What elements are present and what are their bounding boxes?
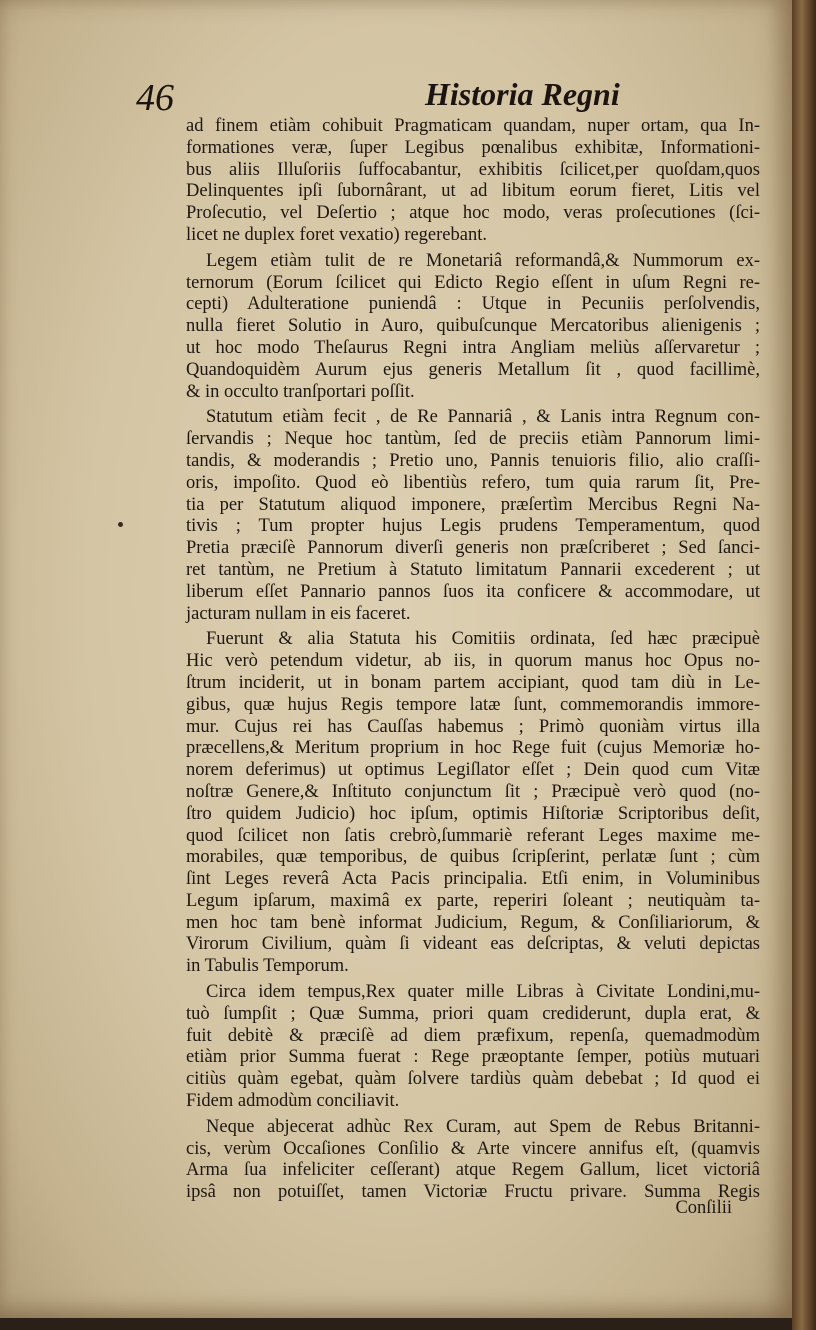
text-line: morabiles, quæ temporibus, de quibus ſcripſerint, perlatæ ſunt ; cùm bbox=[186, 847, 760, 868]
text-line: Quandoquidèm Aurum ejus generis Metallum ſit , quod facillimè, bbox=[186, 359, 760, 380]
paragraph bbox=[186, 116, 760, 247]
text-line: ſtro quidem Judicio) hoc ipſum, optimis Hiſtoriæ Scriptoribus deſit, bbox=[186, 803, 760, 824]
text-line: oris, impoſito. Quod eò libentiùs refero, tum quia rarum ſit, Pre- bbox=[186, 472, 760, 493]
text-line: nulla fieret Solutio in Auro, quibuſcunque Mercatoribus alienigenis ; bbox=[186, 316, 760, 337]
text-line: tivis ; Tum propter hujus Legis prudens Temperamentum, quod bbox=[186, 516, 760, 537]
body-text bbox=[186, 116, 760, 1208]
paragraph bbox=[186, 1117, 760, 1204]
text-line: cepti) Adulteratione puniendâ : Utque in Pecuniis perſolvendis, bbox=[186, 294, 760, 315]
text-line: Statutum etiàm fecit , de Re Pannariâ , & Lanis intra Regnum con- bbox=[206, 407, 760, 428]
text-line: jacturam nullam in eis faceret. bbox=[186, 603, 411, 624]
text-line: Fuerunt & alia Statuta his Comitiis ordinata, ſed hæc præcipuè bbox=[206, 629, 760, 650]
book-gutter bbox=[792, 0, 816, 1330]
text-line: Circa idem tempus,Rex quater mille Libras à Civitate Londini,mu- bbox=[206, 982, 760, 1003]
text-line: Fidem admodùm conciliavit. bbox=[186, 1091, 400, 1112]
text-line: etiàm prior Summa fuerat : Rege præoptante ſemper, potiùs mutuari bbox=[186, 1047, 760, 1068]
running-head: Historia Regni bbox=[425, 76, 620, 112]
text-line: fuit debitè & præciſè ad diem præfixum, repenſa, quemadmodùm bbox=[186, 1025, 760, 1046]
text-line: præcellens,& Meritum proprium in hoc Rege fuit (cujus Memoriæ ho- bbox=[186, 738, 760, 759]
paragraph bbox=[186, 251, 760, 404]
text-line: ad finem etiàm cohibuit Pragmaticam quandam, nuper ortam, qua In- bbox=[186, 116, 760, 136]
text-line: Hic verò petendum videtur, ab iis, in quorum manus hoc Opus no- bbox=[186, 651, 760, 672]
text-line: gibus, quæ hujus Regis tempore latæ ſunt, commemorandis immore- bbox=[186, 694, 760, 715]
text-line: Delinquentes ipſi ſubornârant, ut ad libitum eorum fieret, Litis vel bbox=[186, 181, 760, 202]
text-line: in Tabulis Temporum. bbox=[186, 956, 349, 977]
text-line: citiùs quàm egebat, quàm ſolvere tardiùs quàm debebat ; Id quod ei bbox=[186, 1069, 760, 1090]
text-line: tia per Statutum aliquod imponere, præſertìm Mercibus Regni Na- bbox=[186, 494, 760, 515]
text-line: norem deferimus) ut optimus Legiſlator eſſet ; Dein quod cum Vitæ bbox=[186, 760, 760, 781]
paragraph bbox=[186, 629, 760, 978]
text-line: Legum ipſarum, maximâ ex parte, reperiri ſoleant ; neutiquàm ta- bbox=[186, 890, 760, 911]
text-line: ternorum (Eorum ſcilicet qui Edicto Regio eſſent in uſum Regni re- bbox=[186, 272, 760, 293]
text-line: Legem etiàm tulit de re Monetariâ reformandâ,& Nummorum ex- bbox=[206, 250, 760, 271]
text-line: ſint Leges reverâ Acta Pacis principalia. Etſi enim, in Voluminibus bbox=[186, 869, 760, 890]
ink-spot bbox=[118, 522, 123, 527]
text-line: licet ne duplex foret vexatio) regerebant. bbox=[186, 224, 487, 245]
paragraph bbox=[186, 982, 760, 1113]
text-line: Virorum Civilium, quàm ſi videant eas deſcriptas, & veluti depictas bbox=[186, 934, 760, 955]
text-line: men hoc tam benè informat Judicium, Regum, & Conſiliariorum, & bbox=[186, 912, 760, 933]
text-line: Proſecutio, vel Deſertio ; atque hoc modo, veras proſecutiones (ſci- bbox=[186, 203, 760, 224]
catchword: Conſilii bbox=[675, 1198, 732, 1218]
text-line: tuò ſumpſit ; Quæ Summa, priori quam crediderunt, dupla erat, & bbox=[186, 1003, 760, 1024]
text-line: ſtrum inciderit, ut in bonam partem accipiant, quod tam diù in Le- bbox=[186, 672, 760, 693]
text-line: ſervandis ; Neque hoc tantùm, ſed de preciis etiàm Pannorum limi- bbox=[186, 429, 760, 450]
text-line: ipsâ non potuiſſet, tamen Victoriæ Fructu privare. Summa Regis bbox=[186, 1182, 760, 1203]
page-number: 46 bbox=[136, 77, 174, 119]
text-line: & in occulto tranſportari poſſit. bbox=[186, 381, 415, 402]
text-line: mur. Cujus rei has Cauſſas habemus ; Primò quoniàm virtus illa bbox=[186, 716, 760, 737]
text-line: cis, verùm Occaſiones Conſilio & Arte vincere annifus eſt, (quamvis bbox=[186, 1138, 760, 1159]
text-line: Neque abjecerat adhùc Rex Curam, aut Spem de Rebus Britanni- bbox=[206, 1116, 760, 1137]
text-line: bus aliis Illuſoriis ſuffocabantur, exhibitis ſcilicet,per quoſdam,quos bbox=[186, 159, 760, 180]
text-line: quod ſcilicet non ſatis crebrò,ſummariè referant Leges maxime me- bbox=[186, 825, 760, 846]
text-line: noſtræ Genere,& Inſtituto conjunctum ſit ; Præcipuè verò quod (no- bbox=[186, 781, 760, 802]
text-line: tandis, & moderandis ; Pretio uno, Pannis tenuioris filio, alio craſſi- bbox=[186, 450, 760, 471]
text-line: ut hoc modo Theſaurus Regni intra Angliam meliùs aſſervaretur ; bbox=[186, 337, 760, 358]
text-line: ret tantùm, ne Pretium à Statuto limitatum Pannarii excederent ; ut bbox=[186, 559, 760, 580]
text-line: Arma ſua infeliciter ceſſerant) atque Regem Gallum, licet victoriâ bbox=[186, 1160, 760, 1181]
paragraph bbox=[186, 407, 760, 625]
text-line: formationes veræ, ſuper Legibus pœnalibus exhibitæ, Informationi- bbox=[186, 137, 760, 158]
text-line: Pretia præciſè Pannorum diverſi generis non præſcriberet ; Sed ſanci- bbox=[186, 538, 760, 559]
text-line: liberum eſſet Pannario pannos ſuos ita conficere & accommodare, ut bbox=[186, 581, 760, 602]
